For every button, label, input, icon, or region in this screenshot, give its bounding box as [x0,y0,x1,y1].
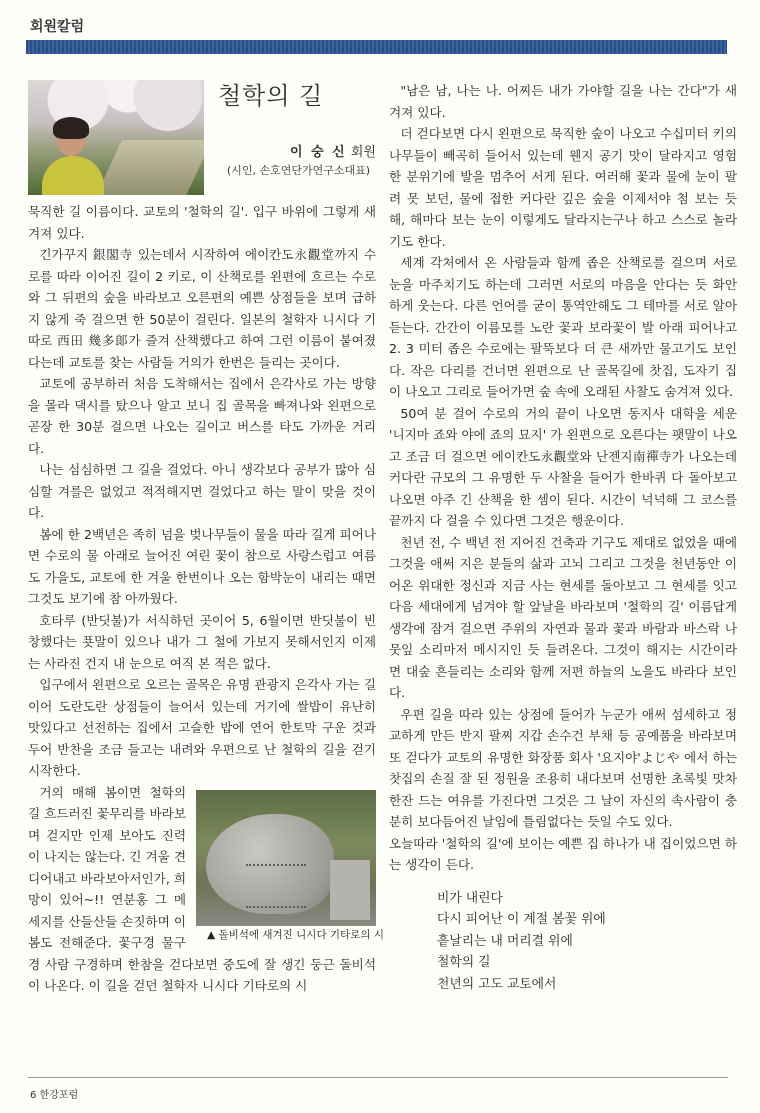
paragraph: 교토에 공부하러 처음 도착해서는 집에서 은각사로 가는 방향을 몰라 댁시를 탔으나 알고 보니 집 골목을 빠져나와 왼편으로 곧장 한 30분 걸으면 나오는 길이고 버스를 타도 가까운 거리다. [28,376,376,456]
header-bar [26,40,727,54]
stone-photo [196,790,384,942]
paragraph: 50여 분 걸어 수로의 거의 끝이 나오면 동지사 대학을 세운 '니지마 죠와 야에 죠의 묘지' 가 왼편으로 오른다는 팻말이 나오고 조금 더 걸으면 에이칸도永觀堂와 난젠지南禪寺가 나오는데 커다란 규모의 그 유명한 두 사찰을 들어가 한바퀴 다 돌아보고 나오면 아주 긴 산책을 한 셈이 된다. 시간이 넉넉해 그 코스를 끝까지 다 걸을 수 있다면 그것은 행운이다. [389,405,737,528]
paragraph: 긴가꾸지 銀閣寺 있는데서 시작하여 에이칸도永觀堂까지 수로를 따라 이어진 길이 2 키로, 이 산책로를 왼편에 흐르는 수로와 그 뒤편의 숲을 바라보고 오른편의 예쁜 상점들을 보며 급하지 않게 죽 걸으면 한 50분이 걸린다. 일본의 철학자 니시다 기따로 西田 幾多郞가 즐겨 산책했다고 하여 그런 이름이 붙여졌다는데 교토를 찾는 사람들 거의가 한번은 들리는 곳이다. [28,247,376,370]
paragraph: 호타루 (반딧불)가 서식하던 곳이어 5, 6월이면 반딧불이 빈창했다는 푯말이 있으나 내가 그 철에 가보지 못해서인지 이제는 사라진 건지 내 눈으로 여직 본 적은 없다. [28,612,376,671]
paragraph: 천년 전, 수 백년 전 지어진 건축과 기구도 제대로 없었을 때에 그것을 애써 지은 분들의 삶과 고뇌 그리고 그것을 천년동안 이어온 위대한 정신과 지금 사는 현세를 돌아보고 그 현세를 잇고 다음 세대에게 넘겨야 할 앞날을 바라보며 '철학의 길' 이름답게 생각에 잠겨 걸으면 주위의 자연과 물과 꽃과 바람과 바스락 나뭇잎 소리마저 메시지인 듯 들려온다. 그것이 해지는 시간이라면 대숲 흔들리는 소리와 함께 저편 하늘의 노을도 바라다 보인다. [389,534,737,700]
section-label: 회원칼럼 [30,19,85,35]
paragraph: 오늘따라 '철학의 길'에 보이는 예쁜 집 하나가 내 집이었으면 하는 생각이 든다. [389,835,737,872]
author-name: 이 숭 신 [290,144,347,160]
paragraph: 나는 심심하면 그 길을 걸었다. 아니 생각보다 공부가 많아 심심할 겨를은 없었고 적적해지면 걸었다고 하는 말이 맞을 것이다. [28,462,376,520]
paragraph: 더 걷다보면 다시 왼편으로 묵직한 숲이 나오고 수십미터 키의 나무들이 빼곡히 들어서 있는데 웬지 공기 맛이 달라지고 영험한 분위기에 발을 멈추어 서게 된다. 여러해 꽃과 물에 눈이 팔려 못 보던, 물에 접한 커다란 깊은 숲을 이제서야 첨 보는 듯 해, 해마다 보는 눈이 이렇게도 달라지는구나 하고 스스로 놀라기도 한다. [389,126,737,249]
poem-line: 천년의 고도 교토에서 [437,976,557,992]
paragraph: 봄에 한 2백년은 족히 넘을 벚나무들이 물을 따라 길게 피어나면 수로의 물 아래로 늘어진 여린 꽃이 참으로 사랑스럽고 여름도 가을도, 교토에 한 겨울 한번이나 오는 함박눈이 내리는 때면 그것도 보기에 참 아까웠다. [28,526,376,606]
photo-caption: ▲ 돌비석에 새겨진 니시다 기타로의 시 [207,928,384,941]
right-column [389,80,737,995]
author-role: 회원 [350,144,376,160]
paragraph: 거의 매해 봄이면 철학의 길 흐드러진 꽃무리를 바라보며 걷지만 인제 보아도 진력이 나지는 않는다. 긴 겨울 견디어내고 바라보아서인가, 희망이 있어~!! 연분홍 그 메세지를 산들산들 손짓하며 이 봄도 전해준다. 꽃구경 물구경 사람 구경하며 한참을 걷다보면 중도에 잘 생긴 둥근 돌비석이 나온다. 이 길을 걷던 철학자 니시다 기타로의 시 [28,784,376,993]
poem-line: 다시 피어난 이 계절 봄꽃 위에 [437,912,606,927]
poem-line: 흩날리는 내 머리결 위에 [437,933,573,949]
poem-line: 철학의 길 [437,955,491,970]
paragraph: 묵직한 길 이름이다. 교토의 '철학의 길'. 입구 바위에 그렇게 새겨져 있다. [28,204,376,241]
article-title: 철학의 길 [218,82,324,110]
page-number: 6 한강포럼 [30,1090,79,1101]
paragraph: 입구에서 왼편으로 오르는 골목은 유명 관광지 은각사 가는 길이어 도란도란 상점들이 늘어서 있는데 거기에 쌀밥이 유난히 맛있다고 선전하는 집에서 고슬한 밥에 연어 한토막 구운 것과 두어 반찬을 조금 들고는 내려와 우편으로 난 철학의 길을 걷기 시작한다. [28,677,376,778]
author-affiliation: (시인, 손호연단가연구소대표) [226,163,370,177]
poem-line: 비가 내린다 [437,890,503,906]
poem [437,888,737,996]
paragraph: "남은 남, 나는 나. 어찌든 내가 가야할 길을 나는 간다"가 새겨져 있다. [389,83,737,120]
author-photo [28,80,204,195]
paragraph: 세계 각처에서 온 사람들과 함께 좁은 산책로를 걸으며 서로 눈을 마주치기도 하는데 그러면 서로의 마음을 안다는 듯 화안하게 웃는다. 다른 언어를 굳이 통역안해도 그 테마를 서로 알아듣는다. 간간이 이름모를 노란 꽃과 보라꽃이 발 아래 피어나고 2. 3 미터 좁은 수로에는 팔뚝보다 더 큰 새까만 물고기도 보인다. 작은 다리를 건너면 왼편으로 난 골목길에 찻집, 도자기 집이 나오고 그리로 들어가면 숲 속에 오래된 사찰도 숨겨져 있다. [389,255,737,399]
footer-rule [28,1077,728,1078]
paragraph: 우편 길을 따라 있는 상점에 들어가 누군가 애써 섬세하고 정교하게 만든 반지 팔찌 지갑 손수건 부채 등 공예품을 바라보며 또 걷다가 교토의 유명한 화장품 회사 '요지야'よじや 에서 하는 찻집의 손질 잘 된 정원을 조용히 내다보며 선명한 초록빛 맛차 한잔 드는 여유를 가진다면 그것은 그 날이 자신의 속사람이 충분히 보다듬어진 날임에 틀림없다는 듯일 수도 있다. [389,706,737,829]
left-column [28,80,384,997]
